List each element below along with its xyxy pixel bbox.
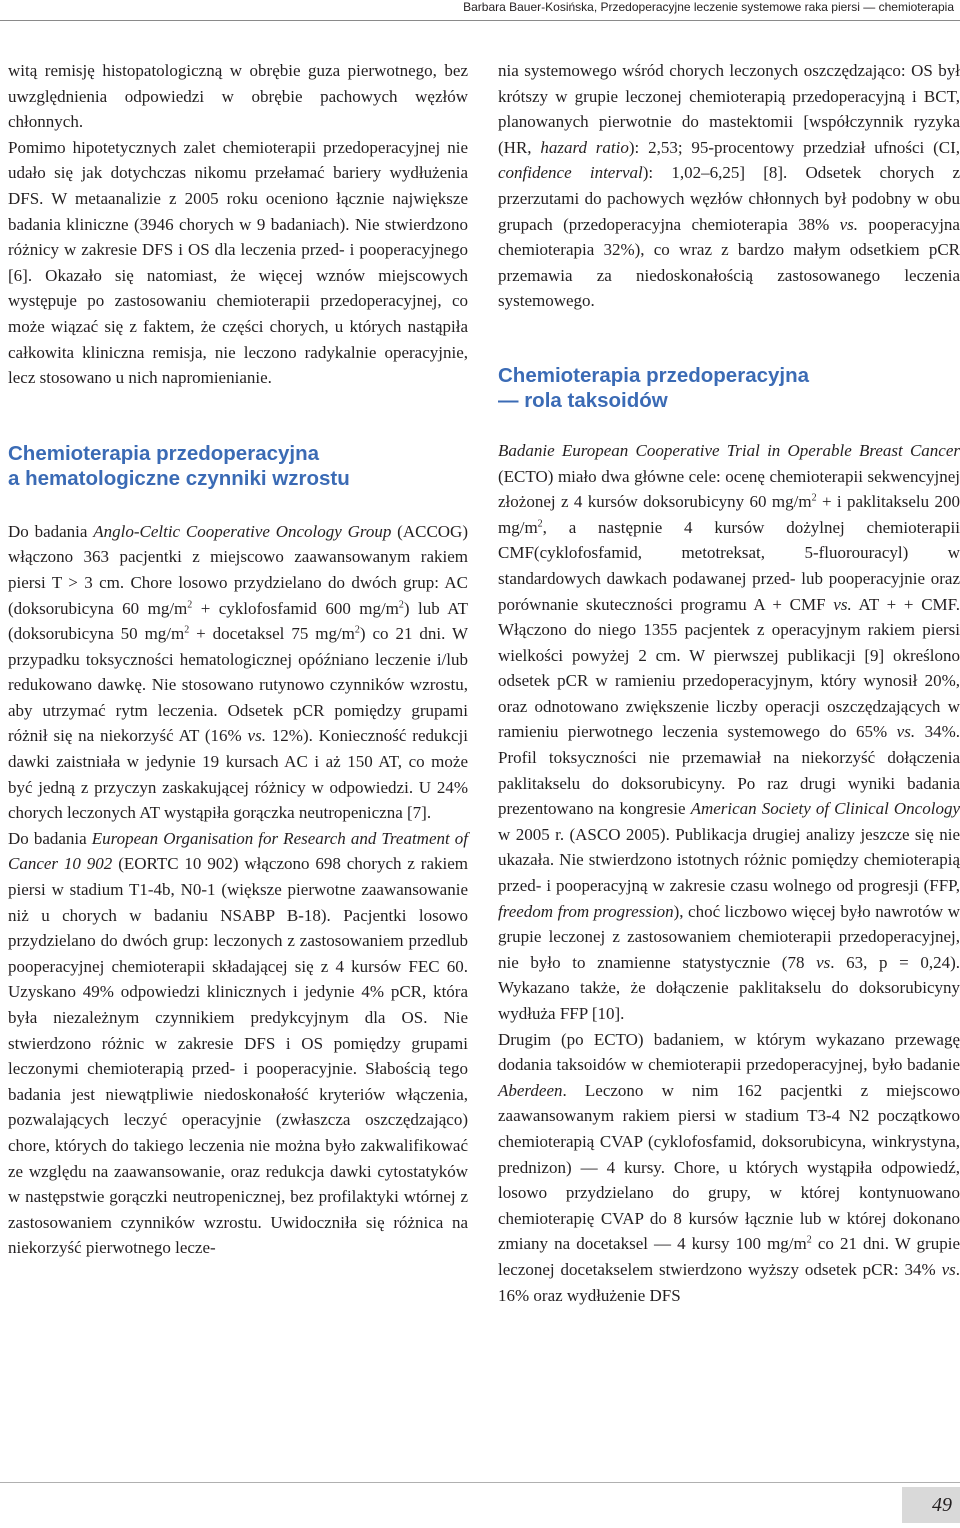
right-paragraph-aberdeen: Drugim (po ECTO) badaniem, w którym wykazano przewagę dodania taksoidów w chemioterapii przedoperacyjnej, było badanie Aberdeen. Leczono w nim 162 pacjentki z miejscowo zaawansowanym rakiem piersi w stadium T3-4 N2 początkowo chemioterapią CVAP (cyklofosfamid, doksorubicyna, winkrystyna, prednizon) — 4 kursy. Chore, u których wystąpiła odpowiedź, losowo przydzielano do grupy, w której kontynuowano chemioterapię CVAP do 8 kursów łącznie lub w której dokonano zmiany na docetaksel — 4 kursy 100 $mg/m^2$ co 21 dni. W grupie leczonej docetakselem stwierdzono wyższy odsetek pCR: 34% vs. 16% oraz wydłużenie DFS	[498, 1029, 960, 1305]
section-heading-growth-factors	[8, 441, 468, 491]
section-heading-taxoids	[498, 363, 960, 413]
running-header: Barbara Bauer-Kosińska, Przedoperacyjne leczenie systemowe raka piersi — chemioterapia	[463, 0, 954, 14]
page-number: 49	[932, 1494, 952, 1516]
left-paragraph-eortc: Do badania European Organisation for Research and Treatment of Cancer 10 902 (EORTC 10 902) włączono 698 chorych z rakiem piersi w stadium T1-4b, N0-1 (większe pierwotne zaawansowanie niż u chorych w badaniu NSABP B-18). Pacjentki losowo przydzielano do dwóch grup: leczonych z zastosowaniem przedlub pooperacyjnej chemioterapii składającej się z 4 kursów FEC 60. Uzyskano 49% odpowiedzi klinicznych i jedynie 4% pCR, która była niezależnym czynnikiem predykcyjnym dla OS. Nie stwierdzono różnic w zakresie DFS i OS pomiędzy grupami leczonymi chemioterapią przed- i pooperacyjnie. Słabością tego badania jest niewątpliwie niedoskonałość kryteriów włączenia, pozwalających leczyć operacyjnie (zwłaszcza oszczędzająco) chore, których do takiego leczenia nie można było zakwalifikować ze względu na zaawansowanie, oraz redukcja dawki cytostatyków w następstwie gorączki neutropenicznej, bez profilaktyki wtórnej z zastosowaniem czynników wzrostu. Uwidoczniła się różnica na niekorzyść pierwotnego lecze-	[8, 828, 469, 1258]
right-paragraph-1: nia systemowego wśród chorych leczonych oszczędzająco: OS był krótszy w grupie leczonej chemioterapią przedoperacyjną i BCT, planowanych pierwotnie do mastektomii [współczynnik ryzyka (HR, hazard ratio): 2,53; 95-procentowy przedział ufności (CI, confidence interval): 1,02–6,25] [8]. Odsetek chorych z przerzutami do pachowych węzłów chłonnych był podobny w obu grupach (przedoperacyjna chemioterapia 38% vs. pooperacyjna chemioterapia 32%), co wraz z bardzo małym odsetkiem pCR przemawia za niedoskonałością zastosowanego leczenia systemowego.	[498, 61, 960, 311]
heading-line: — rola taksoidów	[498, 388, 668, 412]
page-number-box	[902, 1487, 960, 1523]
heading-line: a hematologiczne czynniki wzrostu	[8, 466, 350, 490]
header-divider	[0, 20, 960, 21]
footer-divider	[0, 1482, 960, 1483]
left-paragraph-2: Pomimo hipotetycznych zalet chemioterapii przedoperacyjnej nie udało się jak dotychczas nikomu przełamać bariery wydłużenia DFS. W metaanalizie z 2005 roku oceniono łącznie największe badania kliniczne (3946 chorych w 9 badaniach). Nie stwierdzono różnicy w zakresie DFS i OS dla leczenia przed- i pooperacyjnego [6]. Okazało się natomiast, że więcej wznów miejscowych występuje po zastosowaniu chemioterapii przedoperacyjnej, co może wiązać się z faktem, że części chorych, u których nastąpiła całkowita kliniczna remisja, nie leczono radykalnie operacyjnie, lecz stosowano u nich napromienianie.	[8, 137, 468, 388]
heading-line: Chemioterapia przedoperacyjna	[498, 363, 810, 387]
right-paragraph-ecto: Badanie European Cooperative Trial in Operable Breast Cancer (ECTO) miało dwa główne cele: ocenę chemioterapii sekwencyjnej złożonej z 4 kursów doksorubicyny 60 $mg/m^2 + i$ paklitakselu 200 $mg/m^2$, a następnie 4 kursów dożylnej chemioterapii CMF(cyklofosfamid, metotreksat, 5-fluorouracyl) w standardowych dawkach podawanej przed- lub pooperacyjnie oraz porównanie skuteczności programu A + CMF vs. AT + + CMF. Włączono do niego 1355 pacjentek z operacyjnym rakiem piersi wielkości powyżej 2 cm. W pierwszej publikacji [9] określono odsetek pCR w ramieniu przedoperacyjnym, który wynosił 20%, oraz odnotowano zwiększenie liczby operacji oszczędzających w ramieniu pierwotnego leczenia systemowego do 65% vs. 34%. Profil toksyczności nie przemawiał na niekorzyść dołączenia paklitakselu do doksorubicyny. Po raz drugi wyniki badania prezentowano na kongresie American Society of Clinical Oncology w 2005 r. (ASCO 2005). Publikacja drugiej analizy jeszcze się nie ukazała. Nie stwierdzono istotnych różnic pomiędzy chemioterapią przed- i pooperacyjną w zakresie czasu wolnego od progresji (FFP, freedom from progression), choć liczbowo więcej było nawrotów w grupie leczonej z zastosowaniem chemioterapii przedoperacyjnej, nie było to znamienne statystycznie (78 vs. 63, p = 0,24). Wykazano także, że dołączenie paklitakselu do doksorubicyny wydłuża FFP [10].	[498, 440, 960, 1023]
left-paragraph-accog: Do badania Anglo-Celtic Cooperative Oncology Group (ACCOG) włączono 363 pacjentki z miejscowo zaawansowanym rakiem piersi T > 3 cm. Chore losowo przydzielano do dwóch grup: AC (doksorubicyna 60 $mg/m^2$ + cyklofosfamid 600 $mg/m^2$) lub AT (doksorubicyna 50 $mg/m^2$ + docetaksel 75 $mg/m^2$) co 21 dni. W przypadku toksyczności hematologicznej opóźniano leczenie i/lub redukowano dawkę. Nie stosowano rutynowo czynników wzrostu, aby utrzymać rytm leczenia. Odsetek pCR pomiędzy grupami różnił się na niekorzyść AT (16% vs. 12%). Konieczność redukcji dawki zaistniała w jedynie 19 kursach AC i aż 150 AT, co może być jedną z przyczyn zaskakującej różnicy w odpowiedzi. U 24% chorych leczonych AT wystąpiła gorączka neutropeniczna [7].	[8, 521, 468, 823]
right-column	[498, 58, 960, 1308]
left-paragraph-1: witą remisję histopatologiczną w obrębie guza pierwotnego, bez uwzględnienia odpowiedzi w obrębie pachowych węzłów chłonnych.	[8, 61, 468, 132]
heading-line: Chemioterapia przedoperacyjna	[8, 441, 320, 465]
left-column	[8, 58, 468, 1261]
